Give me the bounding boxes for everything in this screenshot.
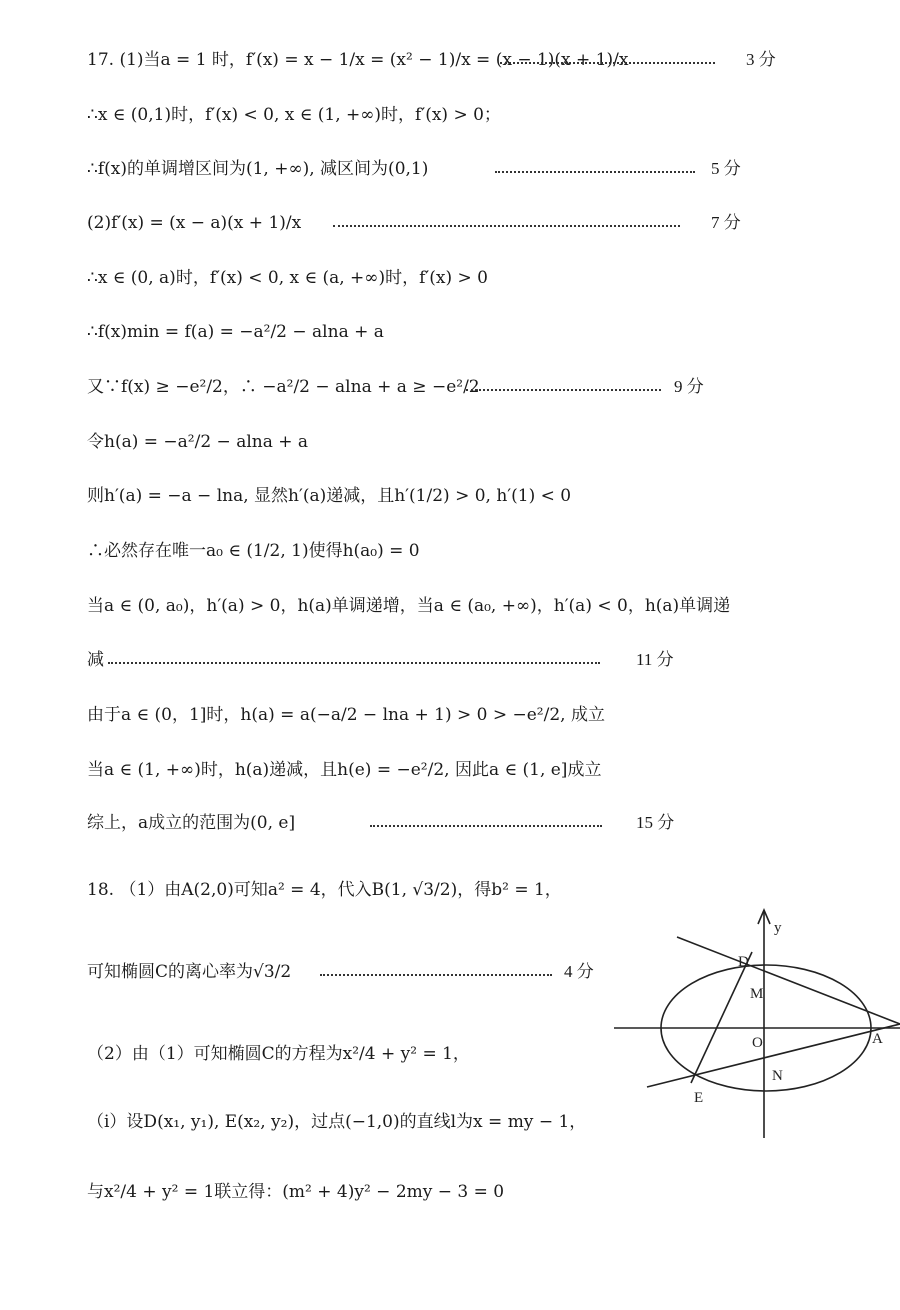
line-4: (2)f′(x) = (x − a)(x + 1)/x: [87, 213, 302, 233]
line-11: 当a ∈ (0, a₀)，h′(a) > 0，h(a)单调递增，当a ∈ (a₀, +∞)，h′(a) < 0，h(a)单调递: [87, 596, 731, 616]
line-19: （i）设D(x₁, y₁), E(x₂, y₂)，过点(−1,0)的直线l为x = my − 1，: [87, 1112, 587, 1132]
line-da: [677, 937, 900, 1024]
score-7: 9 分: [674, 377, 704, 396]
label-n: N: [772, 1068, 783, 1084]
line-12: 减: [87, 650, 104, 670]
line-2: ∴x ∈ (0,1)时，f′(x) < 0, x ∈ (1, +∞)时，f′(x) > 0；: [87, 105, 501, 125]
score-17: 4 分: [564, 962, 594, 981]
label-d: D: [738, 954, 749, 970]
line-17: 可知椭圆C的离心率为√3/2: [87, 962, 292, 982]
dots-1: [500, 62, 715, 64]
line-16: 18. （1）由A(2,0)可知a² = 4，代入B(1, √3/2)，得b² = 1，: [87, 880, 562, 900]
dots-4: [333, 225, 680, 227]
label-m: M: [750, 986, 764, 1002]
line-1: 17. (1)当a = 1 时，f′(x) = x − 1/x = (x² − 1)/x = (x − 1)(x + 1)/x: [87, 50, 629, 70]
line-10: ∴必然存在唯一a₀ ∈ (1/2, 1)使得h(a₀) = 0: [87, 541, 420, 561]
ellipse-diagram: [612, 900, 900, 1145]
line-20: 与x²/4 + y² = 1联立得：(m² + 4)y² − 2my − 3 = 0: [87, 1182, 505, 1202]
line-15: 综上，a成立的范围为(0, e]: [87, 813, 296, 833]
score-12: 11 分: [636, 650, 674, 669]
line-3: ∴f(x)的单调增区间为(1, +∞), 减区间为(0,1): [87, 159, 429, 179]
line-14: 当a ∈ (1, +∞)时，h(a)递减，且h(e) = −e²/2, 因此a ∈ (1, e]成立: [87, 760, 602, 780]
score-1: 3 分: [746, 50, 776, 69]
line-18: （2）由（1）可知椭圆C的方程为x²/4 + y² = 1，: [87, 1044, 470, 1064]
line-9: 则h′(a) = −a − lna, 显然h′(a)递减，且h′(1/2) > 0, h′(1) < 0: [87, 486, 572, 506]
dots-17: [320, 974, 552, 976]
line-13: 由于a ∈ (0，1]时，h(a) = a(−a/2 − lna + 1) > 0 > −e²/2, 成立: [87, 705, 605, 725]
label-a: A: [872, 1031, 883, 1047]
label-y: y: [774, 920, 782, 936]
line-7: 又∵f(x) ≥ −e²/2，∴ −a²/2 − alna + a ≥ −e²/2: [87, 377, 480, 397]
label-e: E: [694, 1090, 704, 1106]
score-4: 7 分: [711, 213, 741, 232]
line-6: ∴f(x)min = f(a) = −a²/2 − alna + a: [87, 322, 384, 342]
dots-15: [370, 825, 602, 827]
score-15: 15 分: [636, 813, 675, 832]
label-o: O: [752, 1035, 763, 1051]
dots-12: [108, 662, 600, 664]
score-3: 5 分: [711, 159, 741, 178]
dots-3: [495, 171, 695, 173]
dots-7: [466, 389, 661, 391]
line-5: ∴x ∈ (0, a)时，f′(x) < 0, x ∈ (a, +∞)时，f′(x) > 0: [87, 268, 488, 288]
line-8: 令h(a) = −a²/2 − alna + a: [87, 432, 309, 452]
